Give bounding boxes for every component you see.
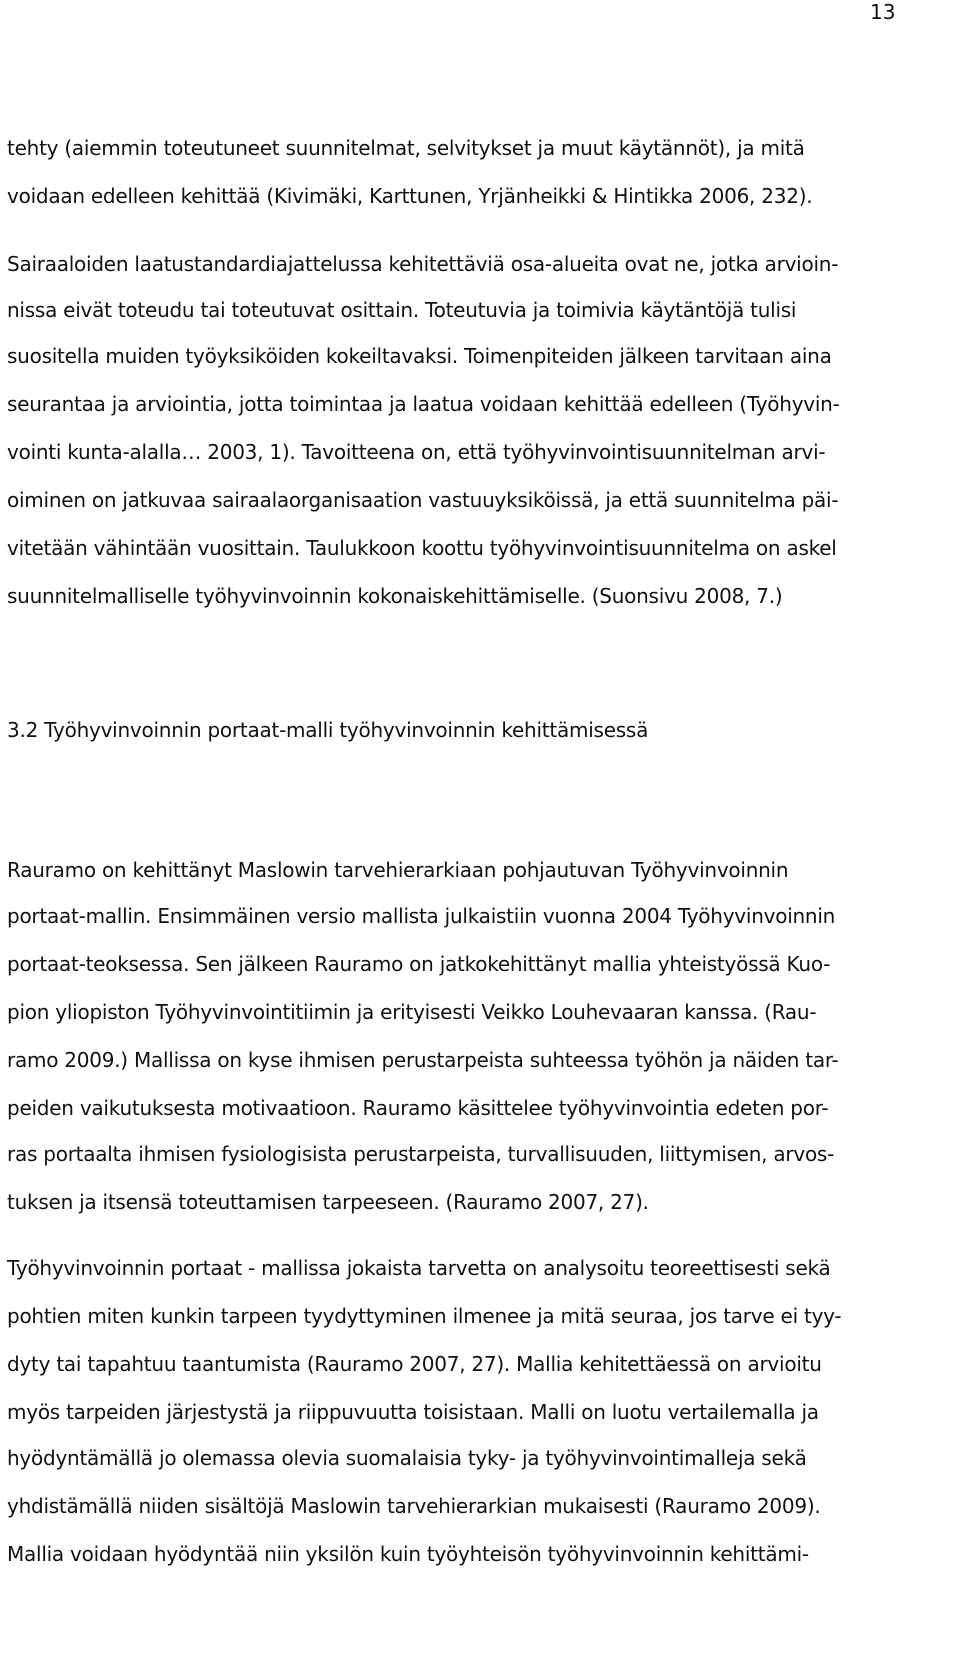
- paragraph-line: vointi kunta-alalla… 2003, 1). Tavoitteena on, että työhyvinvointisuunnitelman arvi-: [7, 440, 826, 464]
- paragraph-line: Rauramo on kehittänyt Maslowin tarvehierarkiaan pohjautuvan Työhyvinvoinnin: [7, 858, 789, 882]
- paragraph-line: tehty (aiemmin toteutuneet suunnitelmat, selvitykset ja muut käytännöt), ja mitä: [7, 136, 805, 160]
- paragraph-line: Sairaaloiden laatustandardiajattelussa kehitettäviä osa-alueita ovat ne, jotka arvioin-: [7, 252, 839, 276]
- paragraph-line: seurantaa ja arviointia, jotta toimintaa ja laatua voidaan kehittää edelleen (Työhyvin-: [7, 392, 840, 416]
- paragraph-line: hyödyntämällä jo olemassa olevia suomalaisia tyky- ja työhyvinvointimalleja sekä: [7, 1446, 807, 1470]
- paragraph-line: voidaan edelleen kehittää (Kivimäki, Karttunen, Yrjänheikki & Hintikka 2006, 232).: [7, 184, 813, 208]
- paragraph-line: portaat-teoksessa. Sen jälkeen Rauramo on jatkokehittänyt mallia yhteistyössä Kuo-: [7, 952, 831, 976]
- paragraph-line: ramo 2009.) Mallissa on kyse ihmisen perustarpeista suhteessa työhön ja näiden tar-: [7, 1048, 839, 1072]
- paragraph-line: Työhyvinvoinnin portaat - mallissa jokaista tarvetta on analysoitu teoreettisesti sekä: [7, 1256, 831, 1280]
- paragraph-line: suositella muiden työyksiköiden kokeiltavaksi. Toimenpiteiden jälkeen tarvitaan aina: [7, 344, 832, 368]
- paragraph-line: tuksen ja itsensä toteuttamisen tarpeeseen. (Rauramo 2007, 27).: [7, 1190, 649, 1214]
- paragraph-line: ras portaalta ihmisen fysiologisista perustarpeista, turvallisuuden, liittymisen, arvos-: [7, 1142, 835, 1166]
- paragraph-line: suunnitelmalliselle työhyvinvoinnin kokonaiskehittämiselle. (Suonsivu 2008, 7.): [7, 584, 783, 608]
- paragraph-line: vitetään vähintään vuosittain. Taulukkoon koottu työhyvinvointisuunnitelma on askel: [7, 536, 837, 560]
- paragraph-line: yhdistämällä niiden sisältöjä Maslowin tarvehierarkian mukaisesti (Rauramo 2009).: [7, 1494, 821, 1518]
- paragraph-line: dyty tai tapahtuu taantumista (Rauramo 2007, 27). Mallia kehitettäessä on arvioitu: [7, 1352, 822, 1376]
- page-number: 13: [870, 0, 896, 24]
- paragraph-line: nissa eivät toteudu tai toteutuvat osittain. Toteutuvia ja toimivia käytäntöjä tulisi: [7, 298, 797, 322]
- paragraph-line: portaat-mallin. Ensimmäinen versio mallista julkaistiin vuonna 2004 Työhyvinvoinnin: [7, 904, 836, 928]
- paragraph-line: oiminen on jatkuvaa sairaalaorganisaation vastuuyksiköissä, ja että suunnitelma päi-: [7, 488, 839, 512]
- paragraph-line: Mallia voidaan hyödyntää niin yksilön kuin työyhteisön työhyvinvoinnin kehittämi-: [7, 1542, 809, 1566]
- paragraph-line: myös tarpeiden järjestystä ja riippuvuutta toisistaan. Malli on luotu vertailemalla ja: [7, 1400, 819, 1424]
- section-heading: 3.2 Työhyvinvoinnin portaat-malli työhyvinvoinnin kehittämisessä: [7, 718, 649, 742]
- paragraph-line: pion yliopiston Työhyvinvointitiimin ja erityisesti Veikko Louhevaaran kanssa. (Rau-: [7, 1000, 817, 1024]
- paragraph-line: pohtien miten kunkin tarpeen tyydyttyminen ilmenee ja mitä seuraa, jos tarve ei tyy-: [7, 1304, 842, 1328]
- paragraph-line: peiden vaikutuksesta motivaatioon. Rauramo käsittelee työhyvinvointia edeten por-: [7, 1096, 829, 1120]
